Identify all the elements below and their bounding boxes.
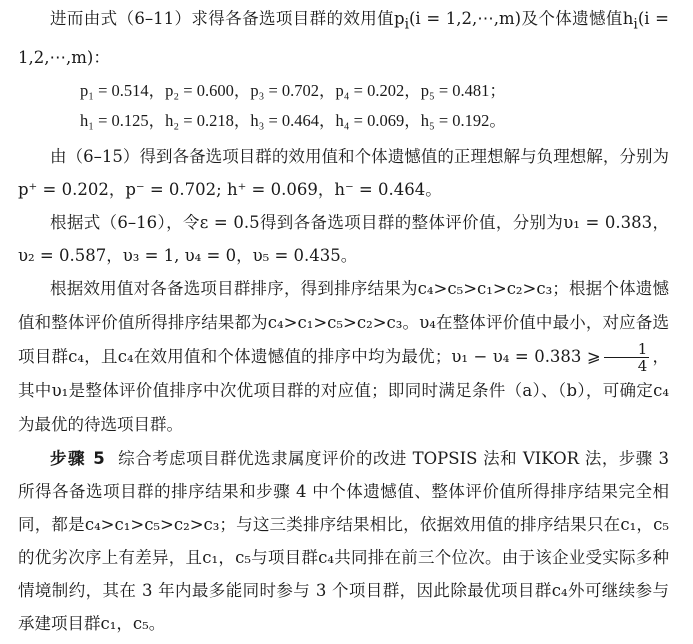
fraction-denominator: 4 (637, 357, 648, 376)
fraction-numerator: 1 (604, 341, 650, 358)
formula-utility-values: p₁ = 0.514，p₂ = 0.600，p₃ = 0.702，p₄ = 0.202，p₅ = 0.481； (80, 81, 506, 101)
para1-line1-cont: (i = 1,2,⋯,m)及个体遗憾值h (408, 9, 634, 28)
paragraph-utility-intro (18, 2, 669, 74)
para4-part2: ，其中υ₁是整体评价值排序中次优项目群的对应值；即同时满足条件（a）、（b），可确定c₄为最优的待选项目群。 (18, 347, 670, 435)
paragraph-overall-evaluation: 根据式（6–16），令ε = 0.5得到各备选项目群的整体评价值，分别为υ₁ = 0.383，υ₂ = 0.587，υ₃ = 1, υ₄ = 0，υ₅ = 0.435。 (18, 213, 669, 266)
fraction-one-quarter (604, 341, 650, 374)
step5-label: 步骤 5 (50, 449, 106, 469)
paragraph-ranking-analysis (18, 272, 669, 442)
para1-line1: 进而由式（6–11）求得各备选项目群的效用值p (50, 9, 405, 28)
formula-regret-values: h₁ = 0.125，h₂ = 0.218，h₃ = 0.464，h₄ = 0.069，h₅ = 0.192。 (80, 111, 506, 131)
paragraph-step5 (18, 442, 669, 640)
para1-sub-i-2: i (633, 16, 638, 33)
para4-part1: 根据效用值对各备选项目群排序，得到排序结果为c₄>c₅>c₁>c₂>c₃；根据个体遗憾值和整体评价值所得排序结果都为c₄>c₁>c₅>c₂>c₃。υ₄在整体评价值中最小，对应备选项目群c₄，且c₄在效用值和个体遗憾值的排序中均为最优；υ₁ − υ₄ = 0.383 ⩾ (18, 279, 669, 367)
paragraph-ideal-solutions: 由（6–15）得到各备选项目群的效用值和个体遗憾值的正理想解与负理想解，分别为p⁺ = 0.202，p⁻ = 0.702; h⁺ = 0.069，h⁻ = 0.464。 (18, 147, 669, 200)
para1-sub-i: i (404, 16, 409, 33)
para1-line1-tail: (i = 1,2,⋯,m)： (18, 9, 669, 68)
step5-text: 综合考虑项目群优选隶属度评价的改进 TOPSIS 法和 VIKOR 法，步骤 3 所得各备选项目群的排序结果和步骤 4 中个体遗憾值、整体评价值所得排序结果完全相同，都是c₄>c₁>c₅>c₂>c₃；与这三类排序结果相比，依据效用值的排序结果只在c₁，c₅的优劣次序上有差异，且c₁，c₅与项目群c₄共同排在前三个位次。由于该企业受实际多种情境制约，其在 3 年内最多能同时参与 3 个项目群，因此除最优项目群c₄外可继续参与承建项目群c₁，c₅。 (18, 449, 669, 634)
